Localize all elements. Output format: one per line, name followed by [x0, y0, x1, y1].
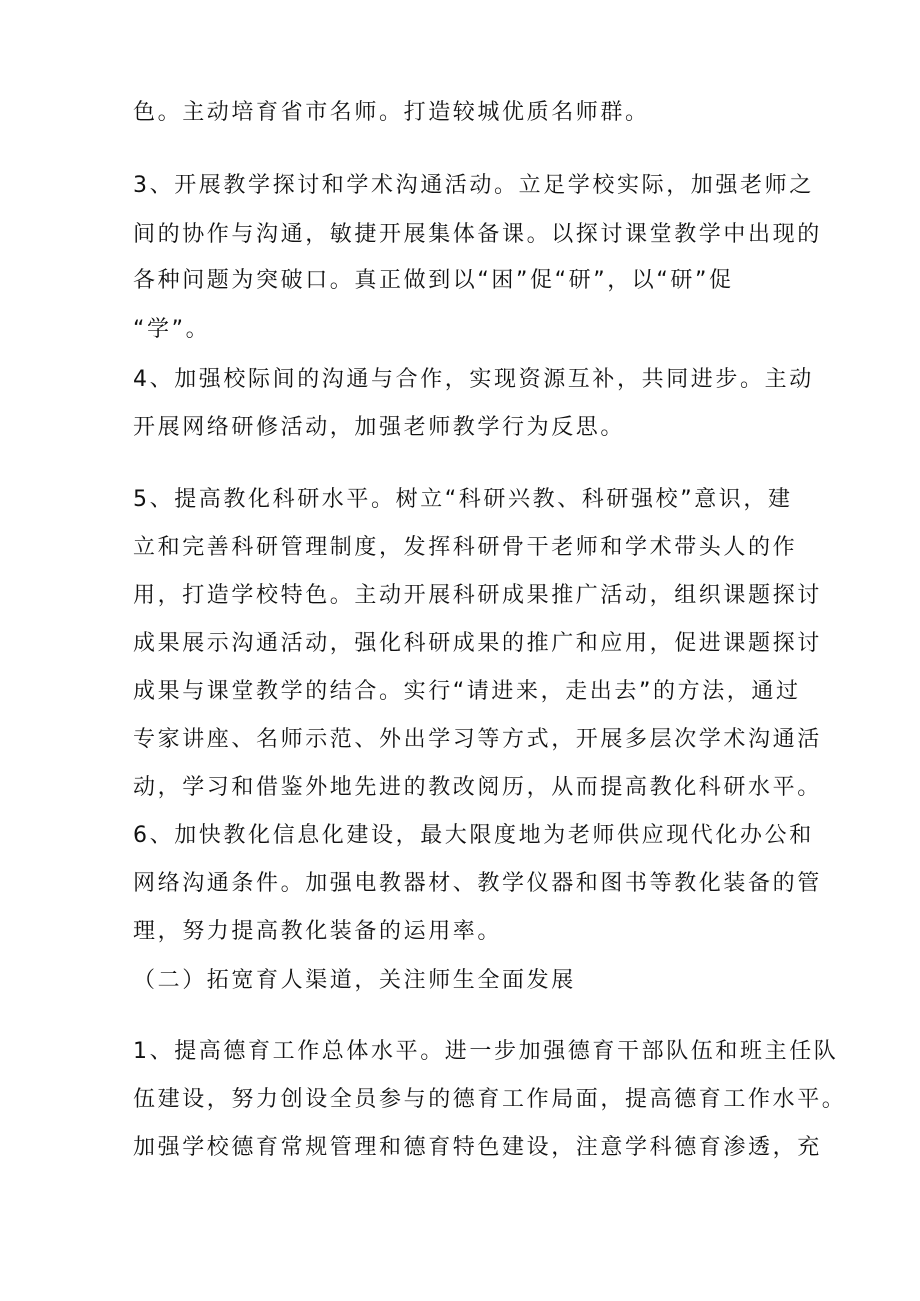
text-line: 动，学习和借鉴外地先进的教改阅历，从而提高教化科研水平。 — [133, 775, 822, 800]
text-line: 6、加快教化信息化建设，最大限度地为老师供应现代化办公和 — [133, 823, 814, 848]
text-line: 理，努力提高教化装备的运用率。 — [133, 919, 503, 944]
text-line: 用，打造学校特色。主动开展科研成果推广活动，组织课题探讨 — [133, 583, 822, 608]
text-line: 5、提高教化科研水平。树立“科研兴教、科研强校”意识，建 — [133, 487, 793, 512]
text-line: 间的协作与沟通，敏捷开展集体备课。以探讨课堂教学中出现的 — [133, 222, 822, 247]
text-line: 伍建设，努力创设全员参与的德育工作局面，提高德育工作水平。 — [133, 1087, 847, 1112]
text-line: 色。主动培育省市名师。打造较城优质名师群。 — [133, 100, 650, 125]
text-line: 4、加强校际间的沟通与合作，实现资源互补，共同进步。主动 — [133, 367, 814, 392]
text-line: 网络沟通条件。加强电教器材、教学仪器和图书等教化装备的管 — [133, 871, 822, 896]
text-line: 开展网络研修活动，加强老师教学行为反思。 — [133, 415, 626, 440]
text-line: 专家讲座、名师示范、外出学习等方式，开展多层次学术沟通活 — [133, 727, 822, 752]
text-line: 各种问题为突破口。真正做到以“困”促“研”，以“研”促 — [133, 268, 734, 293]
text-line: “学”。 — [133, 317, 211, 342]
text-line: 立和完善科研管理制度，发挥科研骨干老师和学术带头人的作 — [133, 535, 798, 560]
text-line: 成果与课堂教学的结合。实行“请进来，走出去”的方法，通过 — [133, 679, 801, 704]
text-line: 成果展示沟通活动，强化科研成果的推广和应用，促进课题探讨 — [133, 631, 822, 656]
text-line: 加强学校德育常规管理和德育特色建设，注意学科德育渗透，充 — [133, 1135, 822, 1160]
section-heading: （二）拓宽育人渠道，关注师生全面发展 — [133, 968, 576, 993]
text-line: 3、开展教学探讨和学术沟通活动。立足学校实际，加强老师之 — [133, 173, 814, 198]
text-line: 1、提高德育工作总体水平。进一步加强德育干部队伍和班主任队 — [133, 1039, 839, 1064]
